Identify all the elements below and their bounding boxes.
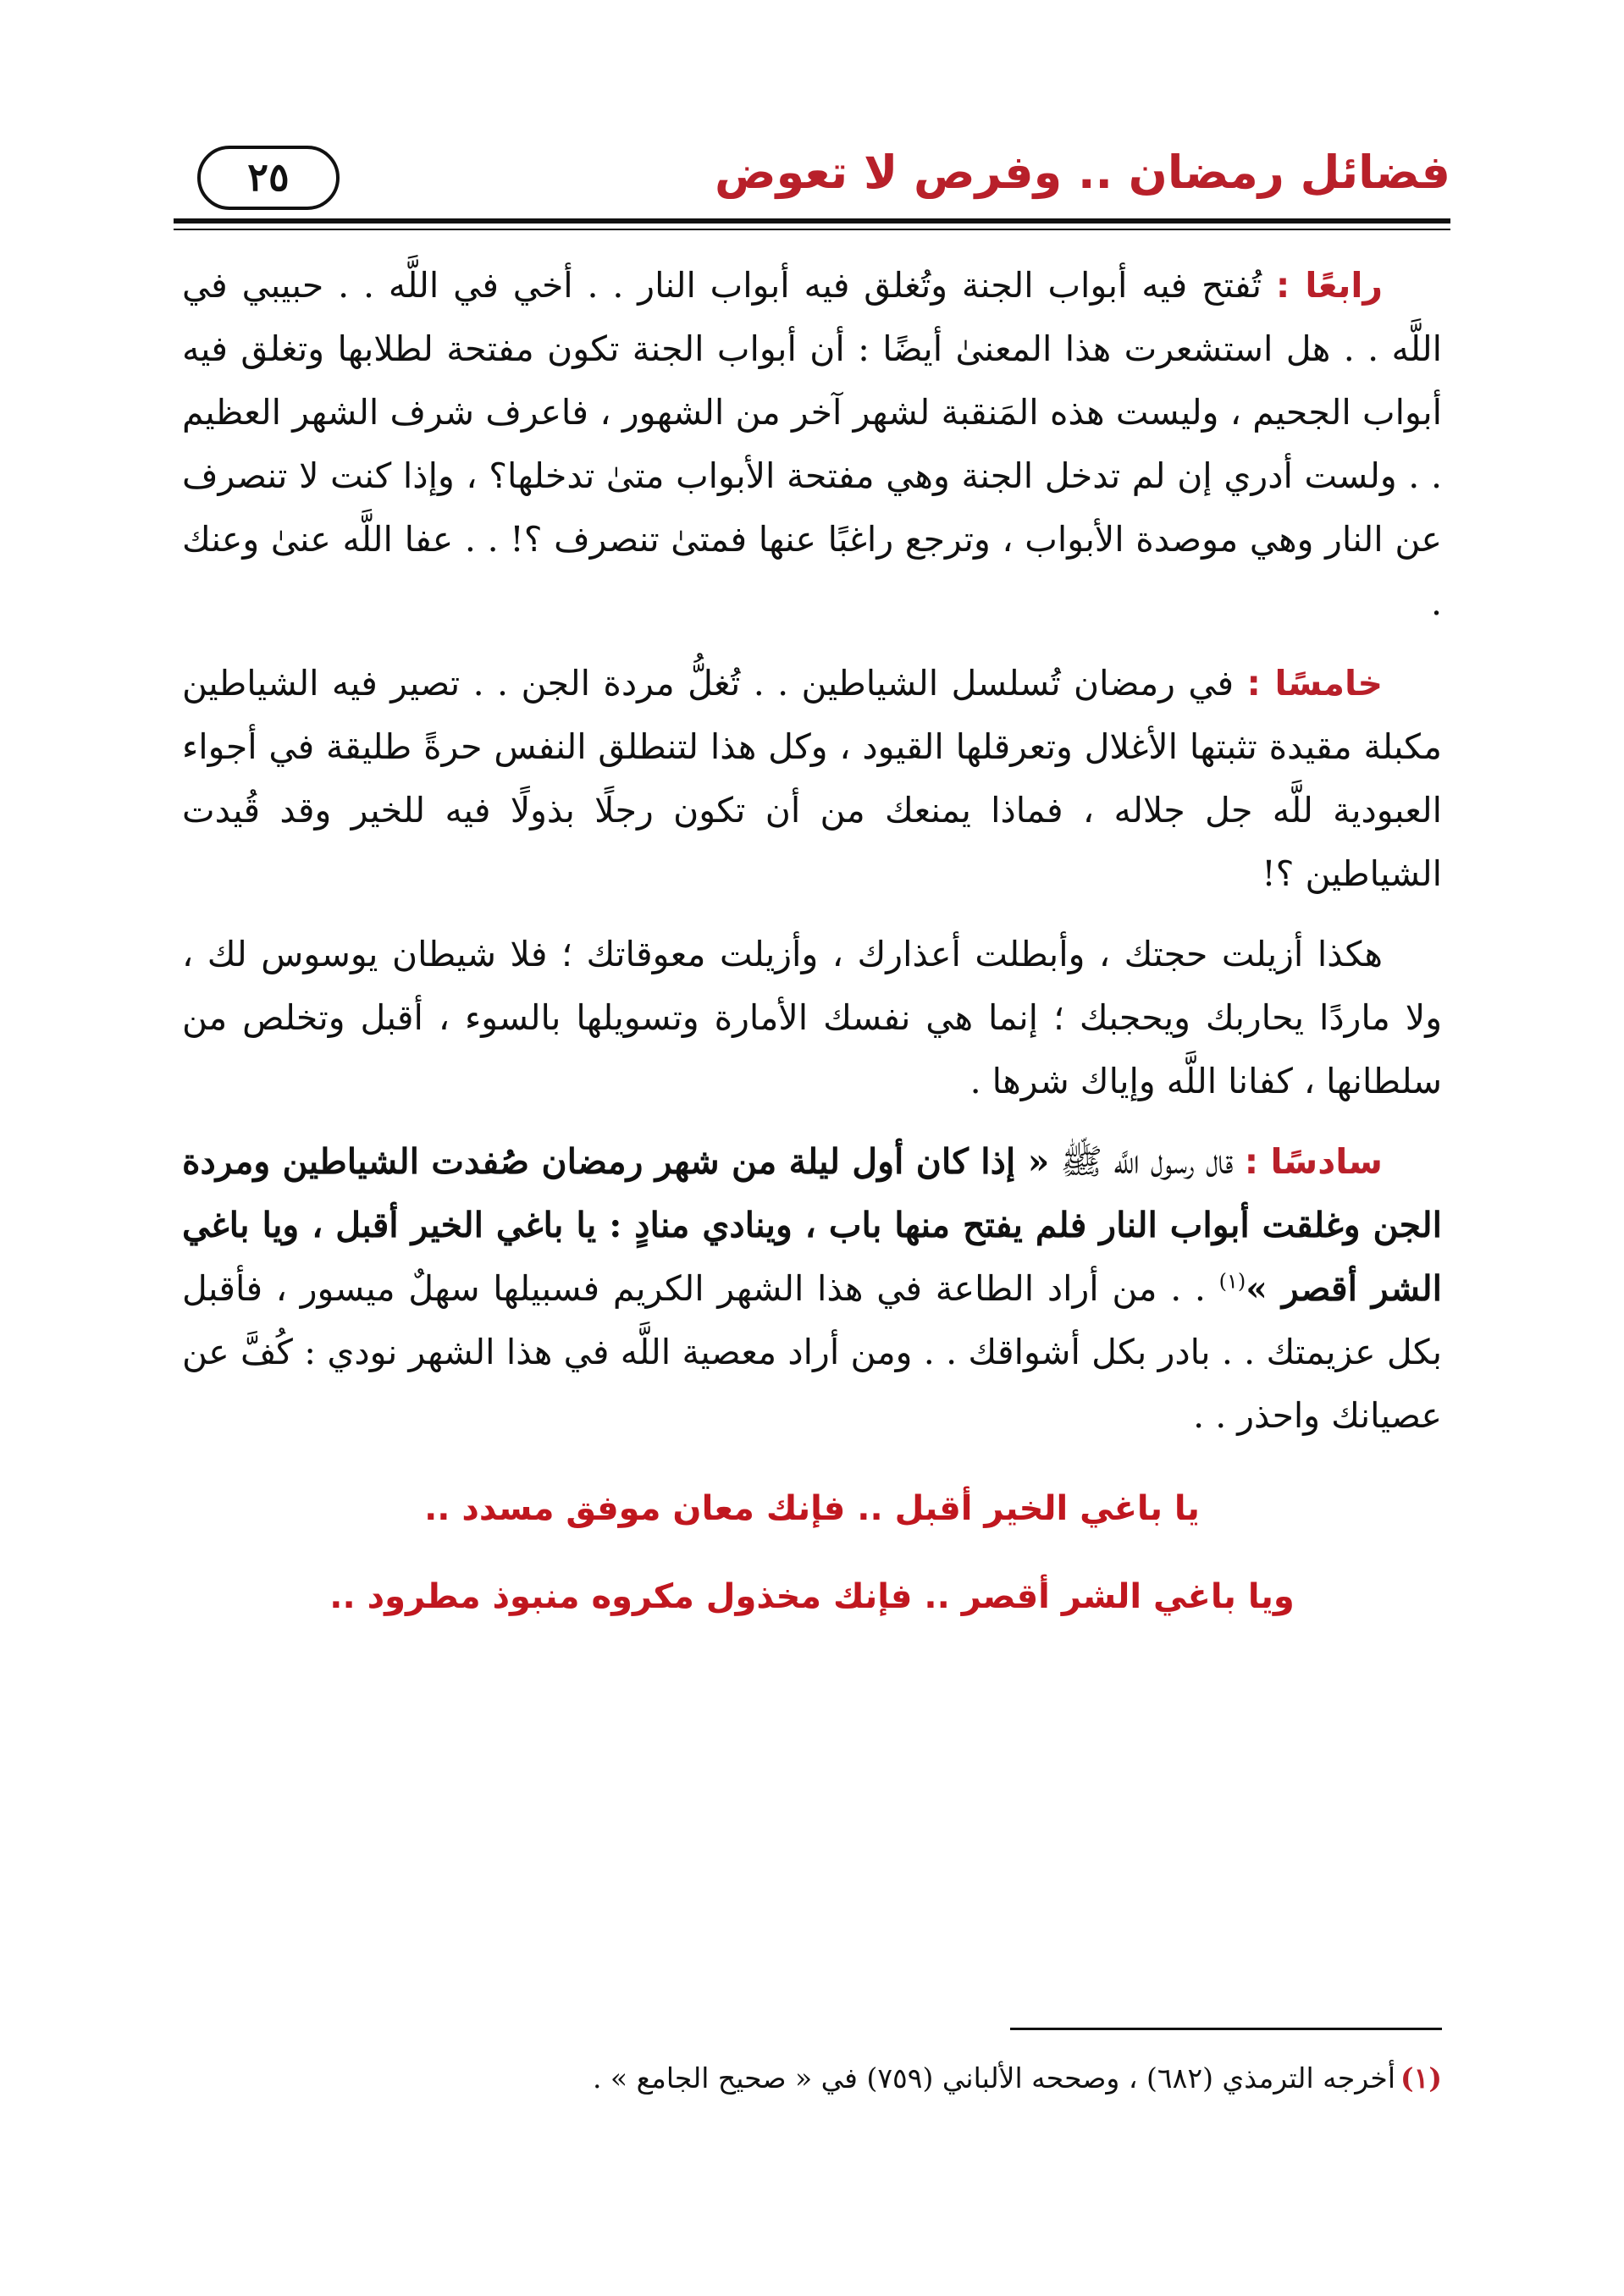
header-rule-thick bbox=[174, 218, 1450, 224]
page-number: ٢٥ bbox=[197, 146, 340, 210]
paragraph-excuses bbox=[182, 923, 1442, 1113]
paragraph-text: . . من أراد الطاعة في هذا الشهر الكريم فسبيلها سهلٌ ميسور ، فأقبل بكل عزيمتك . . بادر بكل أشواقك . . ومن أراد معصية اللَّه في هذا الشهر نودي : كُفَّ عن عصيانك واحذر . . bbox=[182, 1268, 1442, 1436]
paragraph-text: هكذا أزيلت حجتك ، وأبطلت أعذارك ، وأزيلت معوقاتك ؛ فلا شيطان يوسوس لك ، ولا ماردًا يحاربك ويحجبك ؛ إنما هي نفسك الأمارة وتسويلها بالسوء ، أقبل وتخلص من سلطانها ، كفانا اللَّه وإياك شرها . bbox=[182, 934, 1442, 1101]
footnote-separator bbox=[1010, 2028, 1442, 2030]
footnote-reference[interactable]: (١) bbox=[1218, 1269, 1246, 1294]
paragraph-text: تُفتح فيه أبواب الجنة وتُغلق فيه أبواب النار . . أخي في اللَّه . . حبيبي في اللَّه . . هل استشعرت هذا المعنىٰ أيضًا : أن أبواب الجنة تكون مفتحة لطلابها وتغلق فيه أبواب الجحيم ، وليست هذه المَنقبة لشهر آخر من الشهور ، فاعرف شرف الشهر العظيم . . ولست أدري إن لم تدخل الجنة وهي مفتحة الأبواب متىٰ تدخلها؟ ، وإذا كنت لا تنصرف عن النار وهي موصدة الأبواب ، وترجع راغبًا عنها فمتىٰ تنصرف ؟! . . عفا اللَّه عنىٰ وعنك . bbox=[182, 265, 1442, 623]
footnote-text: أخرجه الترمذي (٦٨٢) ، وصححه الألباني (٧٥٩) في « صحيح الجامع » . bbox=[592, 2061, 1396, 2095]
paragraph-lead: خامسًا : bbox=[1246, 663, 1383, 704]
paragraph-fifth bbox=[182, 652, 1442, 906]
footnote bbox=[182, 2053, 1442, 2104]
paragraph-sixth bbox=[182, 1130, 1442, 1448]
main-content bbox=[182, 254, 1442, 1641]
paragraph-text: قال رسول اللَّه ﷺ bbox=[1049, 1141, 1245, 1182]
running-title: فضائل رمضان .. وفرص لا تعوض bbox=[714, 146, 1450, 199]
paragraph-fourth bbox=[182, 254, 1442, 635]
paragraph-text: في رمضان تُسلسل الشياطين . . تُغلُّ مردة الجن . . تصير فيه الشياطين مكبلة مقيدة تثبتها الأغلال وتعرقلها القيود ، وكل هذا لتنطلق النفس حرةً طليقة في أجواء العبودية للَّه جل جلاله ، فماذا يمنعك من أن تكون رجلًا بذولًا فيه للخير وقد قُيدت الشياطين ؟! bbox=[182, 663, 1442, 894]
paragraph-lead: سادسًا : bbox=[1244, 1141, 1384, 1182]
verse-line-2: ويا باغي الشر أقصر .. فإنك مخذول مكروه منبوذ مطرود .. bbox=[329, 1577, 1295, 1616]
header-rule-thin bbox=[174, 229, 1450, 230]
paragraph-lead: رابعًا : bbox=[1275, 265, 1383, 306]
verse-line-1: يا باغي الخير أقبل .. فإنك معان موفق مسدد .. bbox=[424, 1489, 1200, 1528]
page-header bbox=[174, 127, 1450, 220]
closing-verses bbox=[182, 1465, 1442, 1641]
hadith-quote: « إذا كان أول ليلة من شهر رمضان صُفدت الشياطين ومردة الجن وغلقت أبواب النار فلم يفتح منها باب ، وينادي منادٍ : يا باغي الخير أقبل ، ويا باغي الشر أقصر » bbox=[182, 1141, 1443, 1309]
footnote-number: (١) bbox=[1400, 2061, 1442, 2095]
